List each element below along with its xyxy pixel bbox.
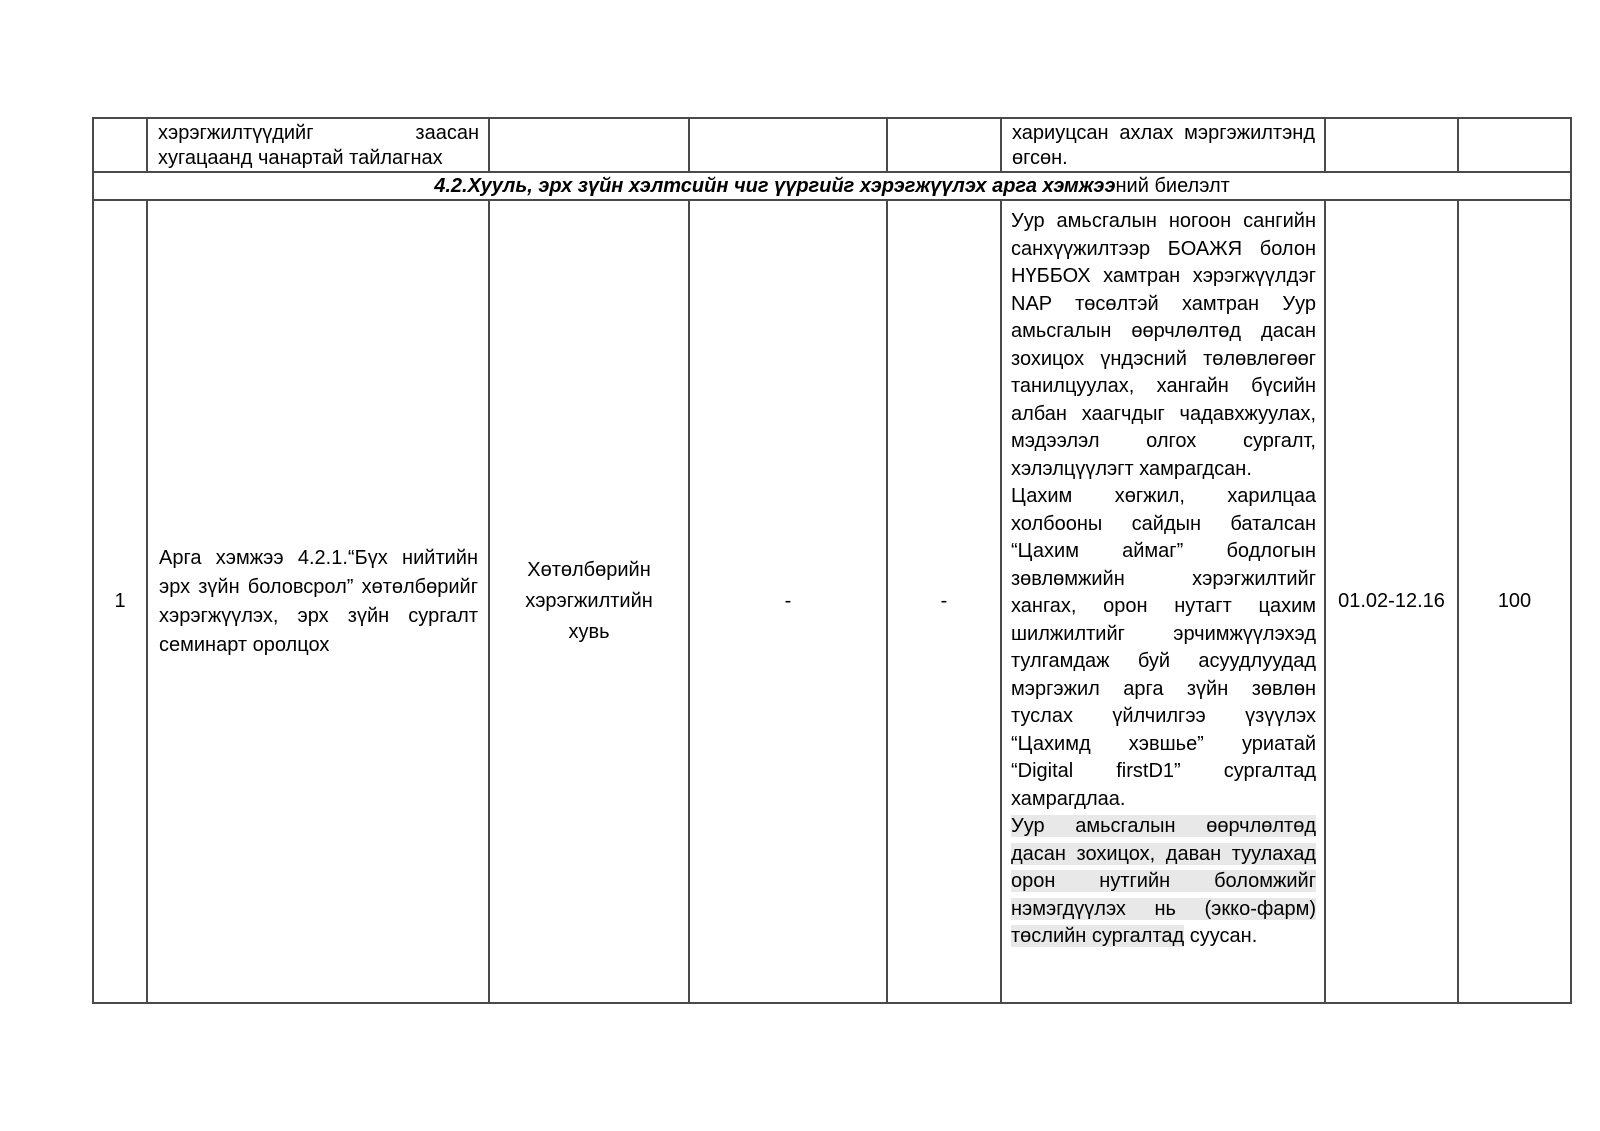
result-text <box>1002 201 1324 951</box>
cell-empty <box>1325 118 1458 172</box>
result-paragraph-1: Уур амьсгалын ногоон сангийн санхүүжилтээр БОАЖЯ болон НҮББОХ хамтран хэрэгжүүлдэг NAP төсөлтэй хамтран Уур амьсгалын өөрчлөлтөд дасан зохицох үндэсний төлөвлөгөөг танилцуулах, хангайн бүсийн албан хаагчдыг чадавхжуулах, мэдээлэл олгох сургалт, хэлэлцүүлэгт хамрагдсан. <box>1011 210 1316 480</box>
percent-value: 100 <box>1497 590 1532 612</box>
cell-empty <box>887 118 1001 172</box>
cell-empty <box>489 118 689 172</box>
highlighted-text: Уур амьсгалын өөрчлөлтөд дасан зохицох, даван туулахад орон нутгийн боломжийг нэмэгдүүлэх нь (экко-фарм) төслийн сургалтад <box>1011 815 1316 947</box>
section-header-title: 4.2.Хууль, эрх зүйн хэлтсийн чиг үүргийг хэрэгжүүлэх арга хэмжээ <box>434 175 1116 197</box>
table-row-continuation <box>93 118 1571 172</box>
cell-number-empty <box>93 118 147 172</box>
cell-empty <box>1458 118 1571 172</box>
row-number: 1 <box>114 590 126 612</box>
report-table <box>92 117 1572 1004</box>
cell-result <box>1001 200 1325 1003</box>
cell-activity <box>147 200 489 1003</box>
cell-indicator <box>489 200 689 1003</box>
section-header-cell <box>93 172 1571 200</box>
activity-text: Арга хэмжээ 4.2.1.“Бүх нийтийн эрх зүйн боловсрол” хөтөлбөрийг хэрэгжүүлэх, эрх зүйн сургалт семинарт оролцох <box>159 546 478 656</box>
section-header-suffix: ний биелэлт <box>1115 175 1230 197</box>
table-row-measure-1 <box>93 200 1571 1003</box>
cell-activity-continuation <box>147 118 489 172</box>
period-value: 01.02-12.16 <box>1338 590 1445 612</box>
cell-period <box>1325 200 1458 1003</box>
result-paragraph-3 <box>1011 813 1316 951</box>
cell-plan-value <box>689 200 887 1003</box>
cell-empty <box>689 118 887 172</box>
indicator-text: Хөтөлбөрийн хэрэгжилтийн хувь <box>525 559 653 643</box>
cell-result-continuation <box>1001 118 1325 172</box>
table-row-section-header <box>93 172 1571 200</box>
cell-percent <box>1458 200 1571 1003</box>
actual-value: - <box>940 590 948 612</box>
cell-actual-value <box>887 200 1001 1003</box>
cell-row-number <box>93 200 147 1003</box>
result-paragraph-3-tail: суусан. <box>1184 925 1258 947</box>
result-paragraph-2: Цахим хөгжил, харилцаа холбооны сайдын баталсан “Цахим аймаг” бодлогын зөвлөмжийн хэрэгжилтийг хангах, орон нутагт цахим шилжилтийг эрчимжүүлэхэд тулгамдаж буй асуудлуудад мэргэжил арга зүйн зөвлөн туслах үйлчилгээ үзүүлэх “Цахимд хэвшье” уриатай “Digital firstD1” сургалтад хамрагдлаа. <box>1011 485 1316 810</box>
result-continuation-text: хариуцсан ахлах мэргэжилтэнд өгсөн. <box>1012 122 1315 169</box>
plan-value: - <box>784 590 792 612</box>
activity-continuation-text: хэрэгжилтүүдийг заасан хугацаанд чанартай тайлагнах <box>158 122 479 169</box>
